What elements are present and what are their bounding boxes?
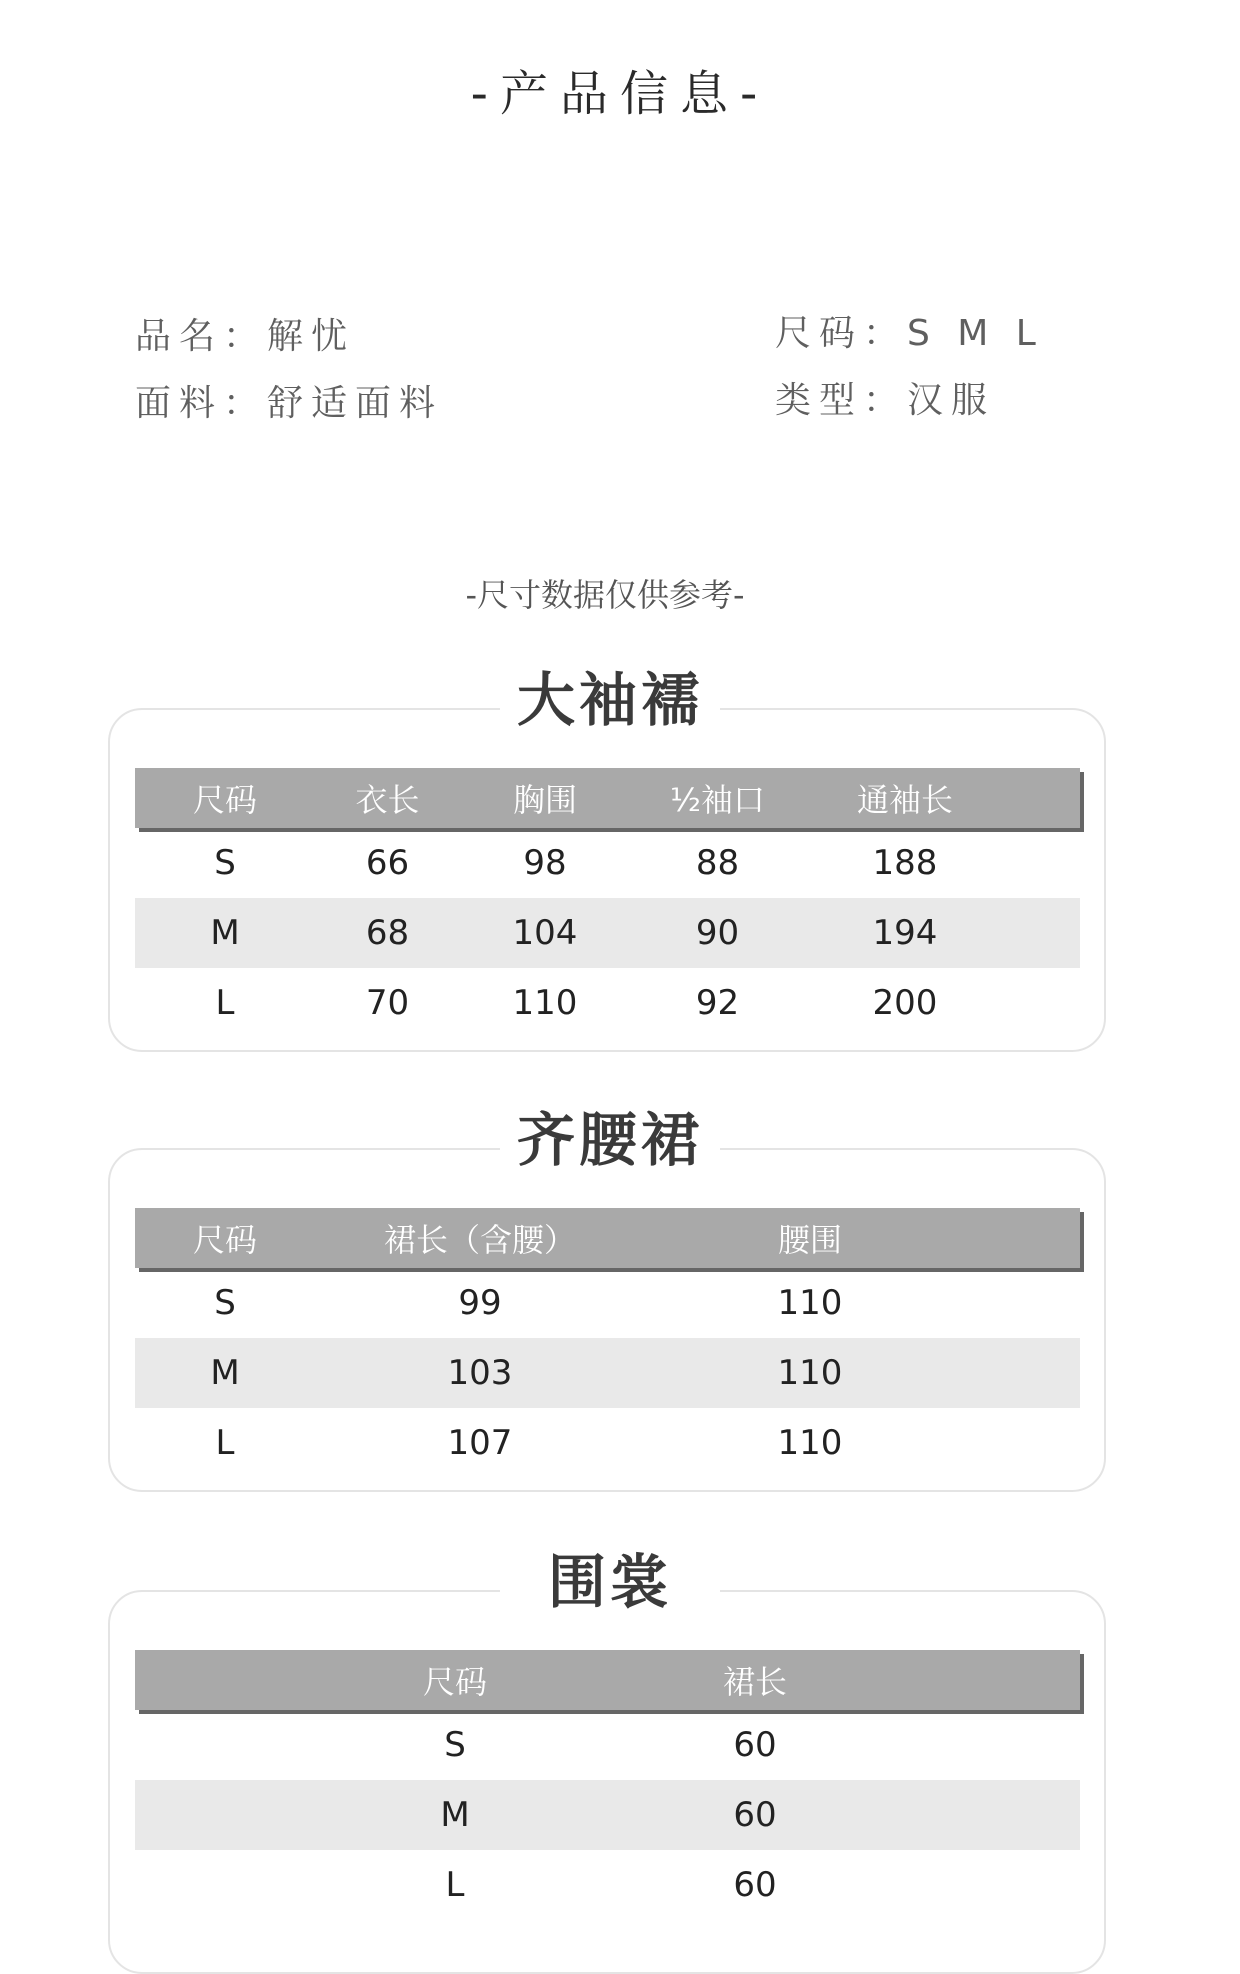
table-cell: 200 (872, 983, 938, 1023)
table-row (135, 898, 1080, 968)
table-cell: S (214, 843, 236, 883)
header-cell: 尺码 (192, 781, 257, 819)
table-cell: 60 (733, 1865, 777, 1905)
header-cell: 衣长 (355, 781, 420, 819)
size-table-middle (135, 1208, 1080, 1478)
table-cell: 60 (733, 1795, 777, 1835)
size-table-top (135, 768, 1080, 1038)
table-cell: 70 (365, 983, 410, 1023)
table-row (135, 1338, 1080, 1408)
table-cell: 99 (458, 1283, 502, 1323)
page-title: -产品信息- (470, 66, 770, 122)
table-cell: 92 (695, 983, 740, 1023)
table-cell: M (210, 913, 240, 953)
table-header (135, 768, 1080, 828)
table-cell: M (440, 1795, 470, 1835)
size-card-bottom (108, 1590, 1106, 1974)
table-row (135, 828, 1080, 898)
table-cell: S (444, 1725, 466, 1765)
table-cell: M (210, 1353, 240, 1393)
table-cell: 103 (447, 1353, 513, 1393)
table-cell: 110 (777, 1283, 843, 1323)
header-cell: 裙长（含腰） (383, 1221, 576, 1259)
table-title: 大袖襦 (500, 664, 720, 736)
size-table-bottom (135, 1650, 1080, 1920)
table-cell: L (215, 1423, 235, 1463)
product-name: 品名：解忧 (135, 316, 356, 357)
table-row (135, 1268, 1080, 1338)
table-row (135, 1408, 1080, 1478)
table-cell: 88 (695, 843, 740, 883)
table-row (135, 968, 1080, 1038)
table-cell: 68 (365, 913, 410, 953)
header-cell: ½袖口 (669, 781, 766, 819)
table-row (135, 1780, 1080, 1850)
table-cell: 110 (777, 1353, 843, 1393)
product-fabric: 面料：舒适面料 (135, 383, 444, 424)
product-size: 尺码：S M L (775, 313, 1044, 354)
product-type: 类型：汉服 (775, 380, 996, 421)
table-row (135, 1850, 1080, 1920)
table-header (135, 1650, 1080, 1710)
table-cell: 104 (512, 913, 578, 953)
size-card-top (108, 708, 1106, 1052)
table-row (135, 1710, 1080, 1780)
header-cell: 尺码 (422, 1663, 487, 1701)
table-cell: 188 (872, 843, 938, 883)
table-header (135, 1208, 1080, 1268)
table-cell: 98 (523, 843, 567, 883)
table-cell: 90 (695, 913, 740, 953)
table-cell: L (445, 1865, 465, 1905)
size-card-middle (108, 1148, 1106, 1492)
table-title: 齐腰裙 (500, 1104, 720, 1176)
header-cell: 尺码 (192, 1221, 257, 1259)
table-cell: 66 (365, 843, 410, 883)
header-cell: 裙长 (722, 1663, 787, 1701)
table-cell: 194 (872, 913, 938, 953)
header-cell: 通袖长 (856, 781, 953, 819)
header-cell: 胸围 (512, 781, 577, 819)
table-title: 围裳 (500, 1546, 720, 1618)
table-cell: 107 (447, 1423, 513, 1463)
table-cell: 110 (777, 1423, 843, 1463)
size-note: -尺寸数据仅供参考- (465, 576, 745, 614)
table-cell: S (214, 1283, 236, 1323)
table-cell: 110 (512, 983, 578, 1023)
header-cell: 腰围 (777, 1221, 842, 1259)
table-cell: 60 (733, 1725, 777, 1765)
table-cell: L (215, 983, 235, 1023)
